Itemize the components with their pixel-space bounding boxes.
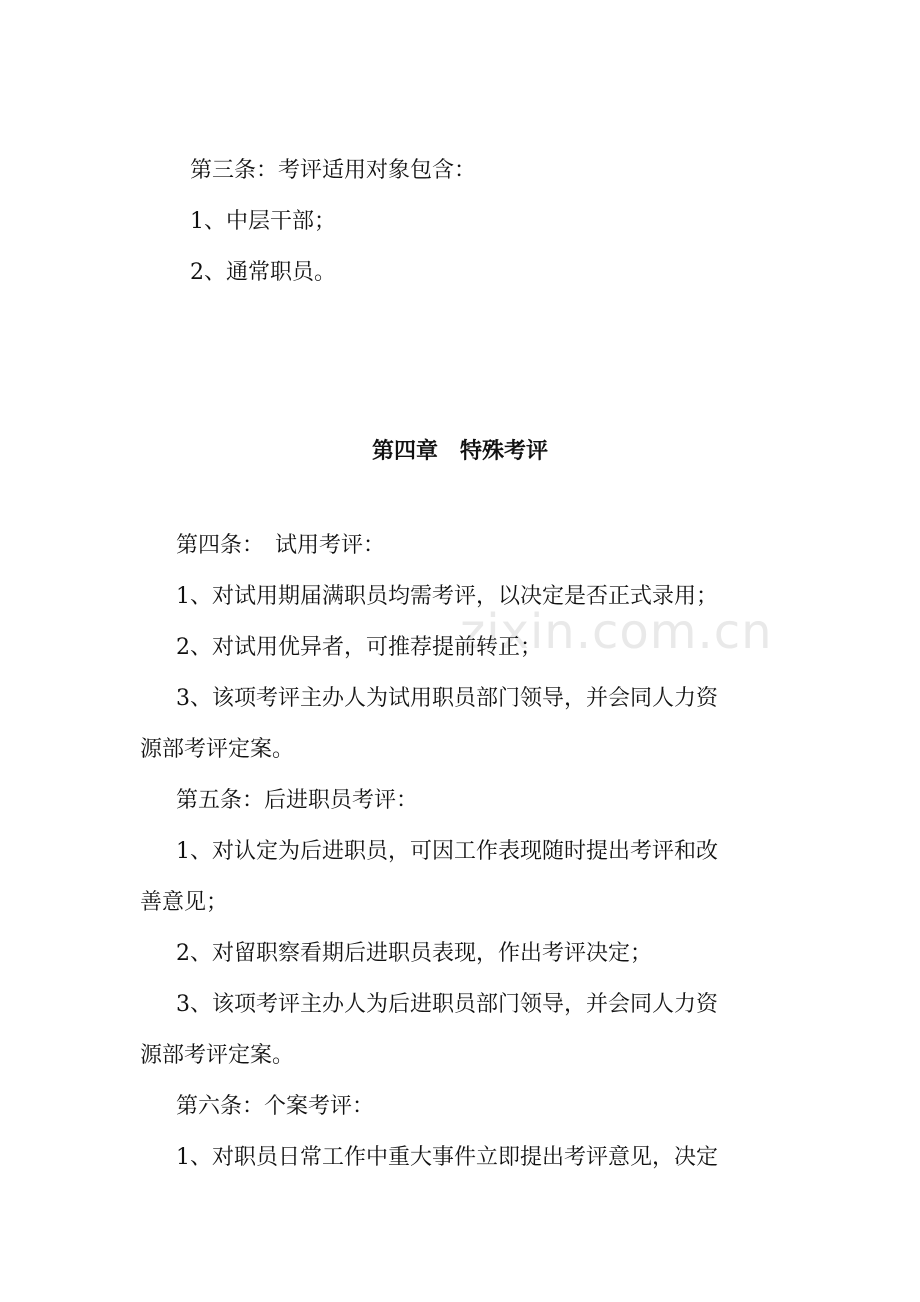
article-4-heading: 第四条： 试用考评： [176,533,386,558]
article-4-item-3-line-1: 3、该项考评主办人为试用职员部门领导，并会同人力资 [176,686,718,711]
article-5-item-1-line-2: 善意见； [140,890,229,915]
article-5-item-1-line-1: 1、对认定为后进职员，可因工作表现随时提出考评和改 [176,839,718,864]
article-5-item-2: 2、对留职察看期后进职员表现，作出考评决定； [176,941,652,966]
chapter-4-title: 第四章 特殊考评 [371,438,548,464]
article-3-item-1: 1、中层干部； [190,209,336,234]
article-4-item-2: 2、对试用优异者，可推荐提前转正； [176,635,542,660]
article-6-heading: 第六条：个案考评： [176,1094,375,1119]
article-6-item-1-line-1: 1、对职员日常工作中重大事件立即提出考评意见，决定 [176,1145,718,1170]
article-3-heading: 第三条：考评适用对象包含： [190,158,477,183]
article-4-item-3-line-2: 源部考评定案。 [140,737,295,762]
article-3-item-2: 2、通常职员。 [190,260,336,285]
article-5-item-3-line-2: 源部考评定案。 [140,1043,295,1068]
article-5-heading: 第五条：后进职员考评： [176,788,419,813]
watermark: zixin.com.cn [460,604,773,660]
article-5-item-3-line-1: 3、该项考评主办人为后进职员部门领导，并会同人力资 [176,992,718,1017]
article-4-item-1: 1、对试用期届满职员均需考评，以决定是否正式录用； [176,584,718,609]
